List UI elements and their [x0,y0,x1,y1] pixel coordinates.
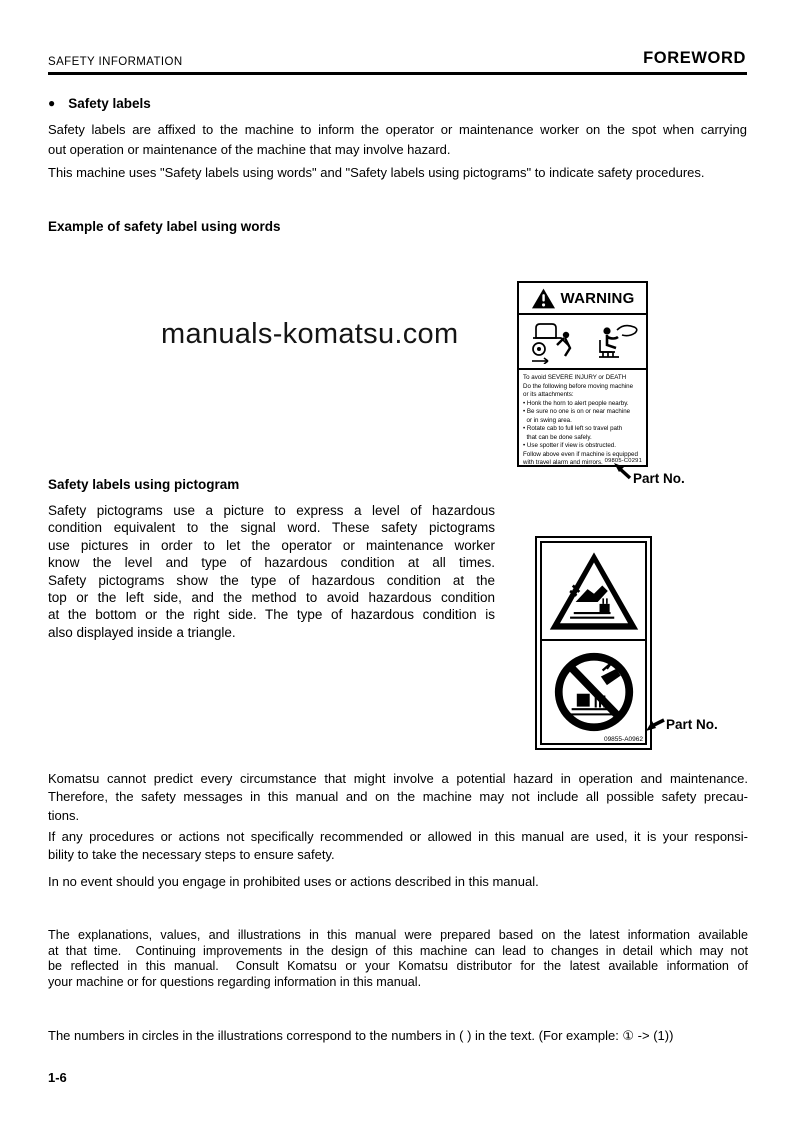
warning-part-number: 09805-C0291 [604,458,642,464]
text-line: tions. [48,807,80,823]
part-no-callout-words-label [612,462,685,486]
paragraph-numbers-in-circles: The numbers in circles in the illustrations correspond to the numbers in ( ) in the text. (For example: ① -> (1)) [48,1028,674,1043]
text-line: with travel alarm and mirrors. [523,459,603,466]
runover-hazard-illustration [526,320,580,364]
header-rule [48,72,747,75]
text-line: at the bottom or the right side. The type of hazardous condition is [48,607,495,623]
text-line: out operation or maintenance of the machine that may involve hazard. [48,142,451,157]
safety-label-pictogram-example [535,536,652,750]
crush-hazard-triangle-icon [548,550,640,632]
paragraph-komatsu-cannot-predict [48,770,748,825]
warning-small-print [519,370,646,468]
text-line: bility to take the necessary steps to ensure safety. [48,847,335,863]
text-line: also displayed inside a triangle. [48,624,236,640]
text-line: condition equivalent to the signal word. These safety pictograms [48,520,495,536]
part-no-label: Part No. [633,471,685,486]
text-line: • Use spotter if view is obstructed. [523,442,616,449]
paragraph-pictogram [48,502,495,641]
part-no-label: Part No. [666,717,718,732]
text-line: If any procedures or actions not specifically recommended or allowed in this manual are used, it is your responsi- [48,829,748,844]
text-line: The explanations, values, and illustrations in this manual were prepared based on the latest information available [48,928,748,942]
part-no-callout-pictogram-label [645,712,718,734]
text-line: Safety pictograms use a picture to express a level of hazardous [48,503,495,518]
prohibition-panel [542,641,645,743]
text-line: use pictures in order to let the operator or maintenance worker [48,537,495,553]
header-chapter-title: FOREWORD [643,49,746,67]
text-line: top or the left side, and the method to avoid hazardous condition [48,590,495,606]
arrow-up-left-icon [612,462,632,480]
safety-label-words-example [517,281,648,467]
warning-illustrations [519,315,646,370]
example-words-heading: Example of safety label using words [48,219,281,234]
paragraph-latest-information [48,928,748,991]
watermark-text: manuals-komatsu.com [161,318,459,350]
text-line: Komatsu cannot predict every circumstance that might involve a potential hazard in operation and maintenance. [48,771,748,786]
text-line: that can be done safely. [523,433,592,441]
arrow-left-icon [645,712,665,734]
pictogram-inner-frame [540,541,647,745]
prohibition-circle-icon [551,649,637,735]
safety-labels-heading-text: Safety labels [68,96,151,111]
text-line: your machine or for questions regarding information in this manual. [48,975,422,990]
text-line: or in swing area. [523,416,572,424]
text-line: Follow above even if machine is equipped [523,450,638,458]
text-line: Do the following before moving machine [523,382,634,390]
pictogram-section-heading: Safety labels using pictogram [48,477,240,492]
warning-triangle-icon [531,288,556,309]
text-line: know the level and type of hazardous condition at all times. [48,555,495,571]
paragraph-procedures-responsibility [48,828,748,865]
header-section-label: SAFETY INFORMATION [48,56,183,68]
safety-labels-heading [48,96,151,111]
text-line: at that time. Continuing improvements in the design of this machine can lead to changes in detail which may not [48,943,748,958]
bullet-icon: ● [48,96,56,110]
text-line: be reflected in this manual. Consult Komatsu or your Komatsu distributor for the latest available information of [48,959,748,974]
text-line: or its attachments: [523,391,574,398]
text-line: • Be sure no one is on or near machine [523,408,631,415]
page-number: 1-6 [48,1070,67,1085]
pictogram-part-number: 09855-A0962 [603,736,643,743]
paragraph-safety-labels-1 [48,120,747,160]
warning-signal-word: WARNING [560,289,635,307]
warning-header [519,283,646,315]
text-line: Therefore, the safety messages in this manual and on the machine may not include all possible safety precau- [48,789,748,805]
text-line: • Rotate cab to full left so travel path [523,425,623,432]
text-line: • Honk the horn to alert people nearby. [523,399,629,407]
operator-horn-illustration [591,321,639,363]
text-line: Safety labels are affixed to the machine to inform the operator or maintenance worker on the spot when carrying [48,122,747,137]
text-line: Safety pictograms show the type of hazardous condition at the [48,572,495,588]
paragraph-prohibited-uses: In no event should you engage in prohibited uses or actions described in this manual. [48,874,539,889]
paragraph-safety-labels-2: This machine uses "Safety labels using words" and "Safety labels using pictograms" to indicate safety procedures. [48,165,705,180]
text-line: To avoid SEVERE INJURY or DEATH [523,374,627,381]
hazard-triangle-panel [542,543,645,641]
